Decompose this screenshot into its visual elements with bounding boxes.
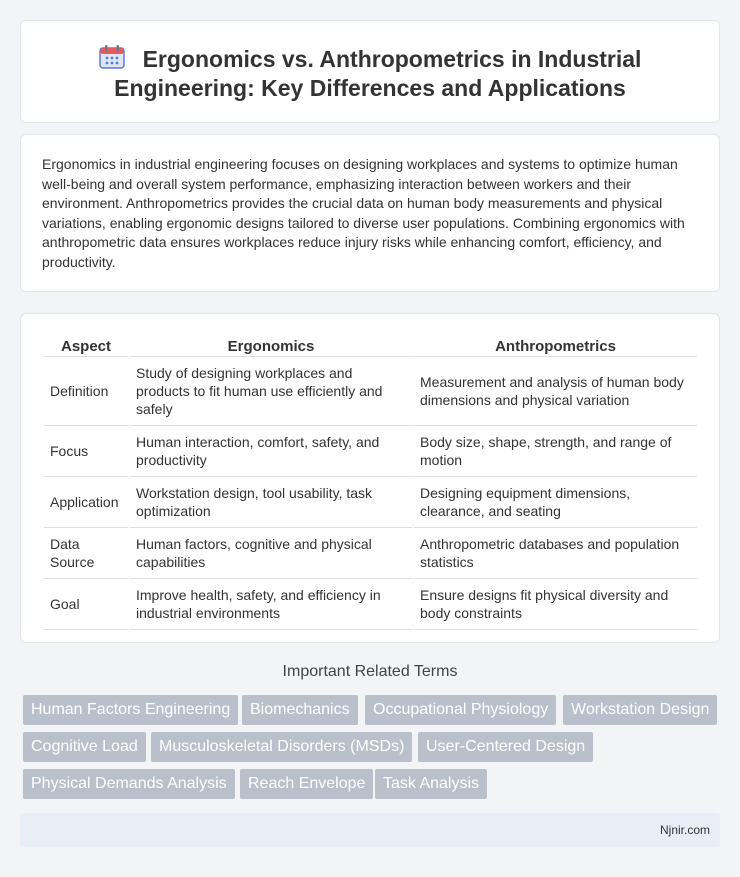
footer-site-name[interactable]: Njnir.com (659, 823, 710, 837)
tag-human-factors-engineering[interactable]: Human Factors Engineering (23, 695, 238, 725)
page-title (61, 45, 679, 103)
intro-card (20, 134, 720, 292)
tag-biomechanics[interactable]: Biomechanics (242, 695, 358, 725)
cell-ergonomics: Workstation design, tool usability, task optimization (130, 477, 412, 528)
cell-anthropometrics: Measurement and analysis of human body dimensions and physical variation (414, 357, 697, 426)
cell-aspect: Data Source (44, 528, 128, 579)
cell-anthropometrics: Body size, shape, strength, and range of motion (414, 426, 697, 477)
tag-reach-envelope[interactable]: Reach Envelope (240, 769, 373, 799)
tag-musculoskeletal-disorders[interactable]: Musculoskeletal Disorders (MSDs) (151, 732, 412, 762)
cell-anthropometrics: Designing equipment dimensions, clearance, and seating (414, 477, 697, 528)
cell-anthropometrics: Anthropometric databases and population statistics (414, 528, 697, 579)
comparison-table (42, 334, 699, 630)
cell-aspect: Definition (44, 357, 128, 426)
page-title-text: Ergonomics vs. Anthropometrics in Industrial Engineering: Key Differences and Applications (114, 46, 642, 101)
cell-aspect: Application (44, 477, 128, 528)
calendar-icon (99, 45, 125, 69)
cell-aspect: Goal (44, 579, 128, 630)
cell-ergonomics: Human factors, cognitive and physical capabilities (130, 528, 412, 579)
cell-ergonomics: Improve health, safety, and efficiency in industrial environments (130, 579, 412, 630)
intro-paragraph: Ergonomics in industrial engineering focuses on designing workplaces and systems to optimize human well-being and overall system performance, emphasizing interaction between workers and their environment. Anthropometrics provides the crucial data on human body measurements and physical variations, enabling ergonomic designs tailored to diverse user populations. Combining ergonomics with anthropometric data ensures workplaces reduce injury risks while enhancing comfort, efficiency, and productivity. (42, 156, 685, 270)
table-header-row (44, 334, 697, 357)
tag-user-centered-design[interactable]: User-Centered Design (418, 732, 593, 762)
cell-anthropometrics: Ensure designs fit physical diversity and body constraints (414, 579, 697, 630)
header-ergonomics: Ergonomics (130, 334, 412, 357)
tag-occupational-physiology[interactable]: Occupational Physiology (365, 695, 556, 725)
cell-ergonomics: Human interaction, comfort, safety, and productivity (130, 426, 412, 477)
tag-task-analysis[interactable]: Task Analysis (375, 769, 487, 799)
footer (20, 813, 720, 847)
header-anthropometrics: Anthropometrics (414, 334, 697, 357)
cell-aspect: Focus (44, 426, 128, 477)
related-terms-title: Important Related Terms (282, 663, 458, 680)
comparison-card (20, 313, 720, 643)
table-row (44, 357, 697, 426)
tag-cognitive-load[interactable]: Cognitive Load (23, 732, 146, 762)
table-row (44, 477, 697, 528)
tag-physical-demands-analysis[interactable]: Physical Demands Analysis (23, 769, 235, 799)
table-row (44, 426, 697, 477)
title-card (20, 20, 720, 123)
table-row (44, 579, 697, 630)
cell-ergonomics: Study of designing workplaces and products to fit human use efficiently and safely (130, 357, 412, 426)
table-row (44, 528, 697, 579)
header-aspect: Aspect (44, 334, 128, 357)
tag-workstation-design[interactable]: Workstation Design (563, 695, 717, 725)
